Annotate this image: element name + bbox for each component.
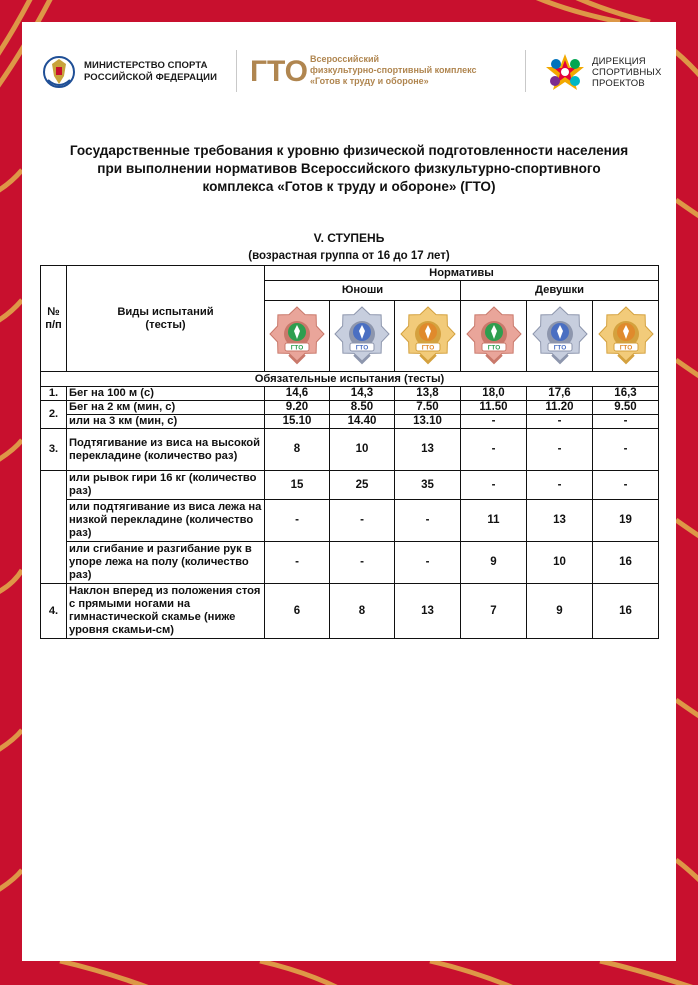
col-norms-header: Нормативы: [265, 266, 659, 281]
norm-value: 9.20: [265, 401, 330, 415]
badge-label: ГТО: [290, 344, 304, 352]
norm-value: 6: [265, 584, 330, 639]
norm-value: -: [527, 429, 593, 471]
row-number: 3.: [41, 429, 67, 471]
norm-value: -: [330, 542, 395, 584]
row-number: 4.: [41, 584, 67, 639]
ministry-logo: [42, 52, 217, 92]
norm-value: 15.10: [265, 415, 330, 429]
norm-value: -: [527, 471, 593, 500]
badge-label: ГТО: [421, 344, 434, 352]
norm-value: 19: [593, 500, 659, 542]
norm-value: 13: [527, 500, 593, 542]
table-header-row: [41, 266, 659, 281]
norm-value: -: [461, 429, 527, 471]
title-line-3: комплекса «Готов к труду и обороне» (ГТО): [202, 179, 496, 194]
norm-value: 25: [330, 471, 395, 500]
norm-value: 13.10: [395, 415, 461, 429]
coat-of-arms-icon: [42, 52, 76, 92]
badge-cell-gold: [593, 301, 659, 372]
badge-label: ГТО: [553, 344, 566, 352]
badge-cell-silver: [527, 301, 593, 372]
page-header: [22, 22, 676, 122]
test-name: Подтягивание из виса на высокой перекладине (количество раз): [67, 429, 265, 471]
norm-value: 16: [593, 584, 659, 639]
test-name: или подтягивание из виса лежа на низкой перекладине (количество раз): [67, 500, 265, 542]
norm-value: 9.50: [593, 401, 659, 415]
badge-cell-silver: [330, 301, 395, 372]
norm-value: 14,3: [330, 387, 395, 401]
norm-value: 8.50: [330, 401, 395, 415]
ministry-name-line-2: РОССИЙСКОЙ ФЕДЕРАЦИИ: [84, 72, 218, 83]
age-group: (возрастная группа от 16 до 17 лет): [248, 250, 450, 262]
direkcia-line-3: ПРОЕКТОВ: [592, 77, 645, 89]
norm-value: 18,0: [461, 387, 527, 401]
norm-value: -: [265, 542, 330, 584]
gto-logo-icon: [250, 53, 308, 88]
table-body: [41, 387, 659, 639]
test-name: Бег на 2 км (мин, с): [67, 401, 265, 415]
row-number: 1.: [41, 387, 67, 401]
colored-star-icon: [544, 52, 586, 92]
norm-value: -: [593, 471, 659, 500]
girls-header: Девушки: [461, 281, 659, 301]
norm-value: 8: [265, 429, 330, 471]
table-row: [41, 429, 659, 471]
stage-heading: V. СТУПЕНЬ: [313, 231, 385, 245]
boys-header: Юноши: [265, 281, 461, 301]
norm-value: 7: [461, 584, 527, 639]
norm-value: -: [265, 500, 330, 542]
col-tests-label: Виды испытаний (тесты): [117, 305, 214, 331]
badge-label: ГТО: [487, 344, 500, 352]
table-row: [41, 500, 659, 542]
gto-name-line-1: Всероссийский: [310, 53, 380, 64]
norm-value: -: [395, 542, 461, 584]
norm-value: -: [330, 500, 395, 542]
gto-name-line-2: физкультурно-спортивный комплекс: [310, 64, 477, 75]
norm-value: -: [593, 429, 659, 471]
ministry-name-line-1: МИНИСТЕРСТВО СПОРТА: [84, 60, 208, 71]
direkcia-logo: [544, 52, 662, 92]
norm-value: 11.50: [461, 401, 527, 415]
gto-bronze-badge-icon: [466, 305, 522, 367]
gto-gold-badge-icon: [598, 305, 654, 367]
norm-value: 9: [527, 584, 593, 639]
document-title: [22, 142, 676, 196]
title-line-1: Государственные требования к уровню физической подготовленности населения: [69, 143, 629, 158]
gto-mark-text: ГТО: [250, 55, 308, 88]
norm-value: -: [461, 415, 527, 429]
norm-value: 14.40: [330, 415, 395, 429]
norm-value: 16: [593, 542, 659, 584]
section-row: [41, 372, 659, 387]
test-name: или рывок гири 16 кг (количество раз): [67, 471, 265, 500]
col-num-label: № п/п: [45, 305, 62, 331]
norm-value: 10: [527, 542, 593, 584]
norms-table: [40, 265, 659, 639]
col-tests-header: [67, 266, 265, 372]
row-number: 2.: [41, 401, 67, 429]
gto-silver-badge-icon: [334, 305, 390, 367]
table-row: [41, 471, 659, 500]
norm-value: -: [395, 500, 461, 542]
norm-value: 11: [461, 500, 527, 542]
gto-bronze-badge-icon: [269, 305, 325, 367]
test-name: Бег на 100 м (с): [67, 387, 265, 401]
test-name: или сгибание и разгибание рук в упоре лежа на полу (количество раз): [67, 542, 265, 584]
norm-value: 13: [395, 429, 461, 471]
title-line-2: при выполнении нормативов Всероссийского физкультурно-спортивного: [97, 161, 601, 176]
row-number: [41, 471, 67, 584]
table-row: [41, 415, 659, 429]
badge-cell-gold: [395, 301, 461, 372]
table-row: [41, 542, 659, 584]
direkcia-line-1: ДИРЕКЦИЯ: [592, 55, 646, 67]
norm-value: -: [593, 415, 659, 429]
norm-value: 15: [265, 471, 330, 500]
norm-value: 13: [395, 584, 461, 639]
norm-value: 8: [330, 584, 395, 639]
table-row: [41, 584, 659, 639]
col-num-header: [41, 266, 67, 372]
gto-gold-badge-icon: [400, 305, 456, 367]
table-row: [41, 401, 659, 415]
table-row: [41, 387, 659, 401]
test-name: или на 3 км (мин, с): [67, 415, 265, 429]
norm-value: 10: [330, 429, 395, 471]
section-required: Обязательные испытания (тесты): [41, 372, 659, 387]
header-divider: [525, 50, 526, 92]
gto-name-line-3: «Готов к труду и обороне»: [310, 75, 429, 86]
document-page: [22, 22, 676, 961]
header-divider: [236, 50, 237, 92]
norm-value: 11.20: [527, 401, 593, 415]
badge-cell-bronze: [265, 301, 330, 372]
badge-label: ГТО: [355, 344, 369, 352]
gto-logo: [250, 53, 477, 88]
norm-value: 14,6: [265, 387, 330, 401]
badge-label: ГТО: [619, 344, 632, 352]
norm-value: -: [461, 471, 527, 500]
norm-value: 16,3: [593, 387, 659, 401]
norm-value: 7.50: [395, 401, 461, 415]
gto-silver-badge-icon: [532, 305, 588, 367]
direkcia-line-2: СПОРТИВНЫХ: [592, 66, 662, 78]
norm-value: 9: [461, 542, 527, 584]
badge-cell-bronze: [461, 301, 527, 372]
test-name: Наклон вперед из положения стоя с прямыми ногами на гимнастической скамье (ниже уровня скамьи-см): [67, 584, 265, 639]
norm-value: -: [527, 415, 593, 429]
norm-value: 17,6: [527, 387, 593, 401]
norm-value: 35: [395, 471, 461, 500]
norm-value: 13,8: [395, 387, 461, 401]
